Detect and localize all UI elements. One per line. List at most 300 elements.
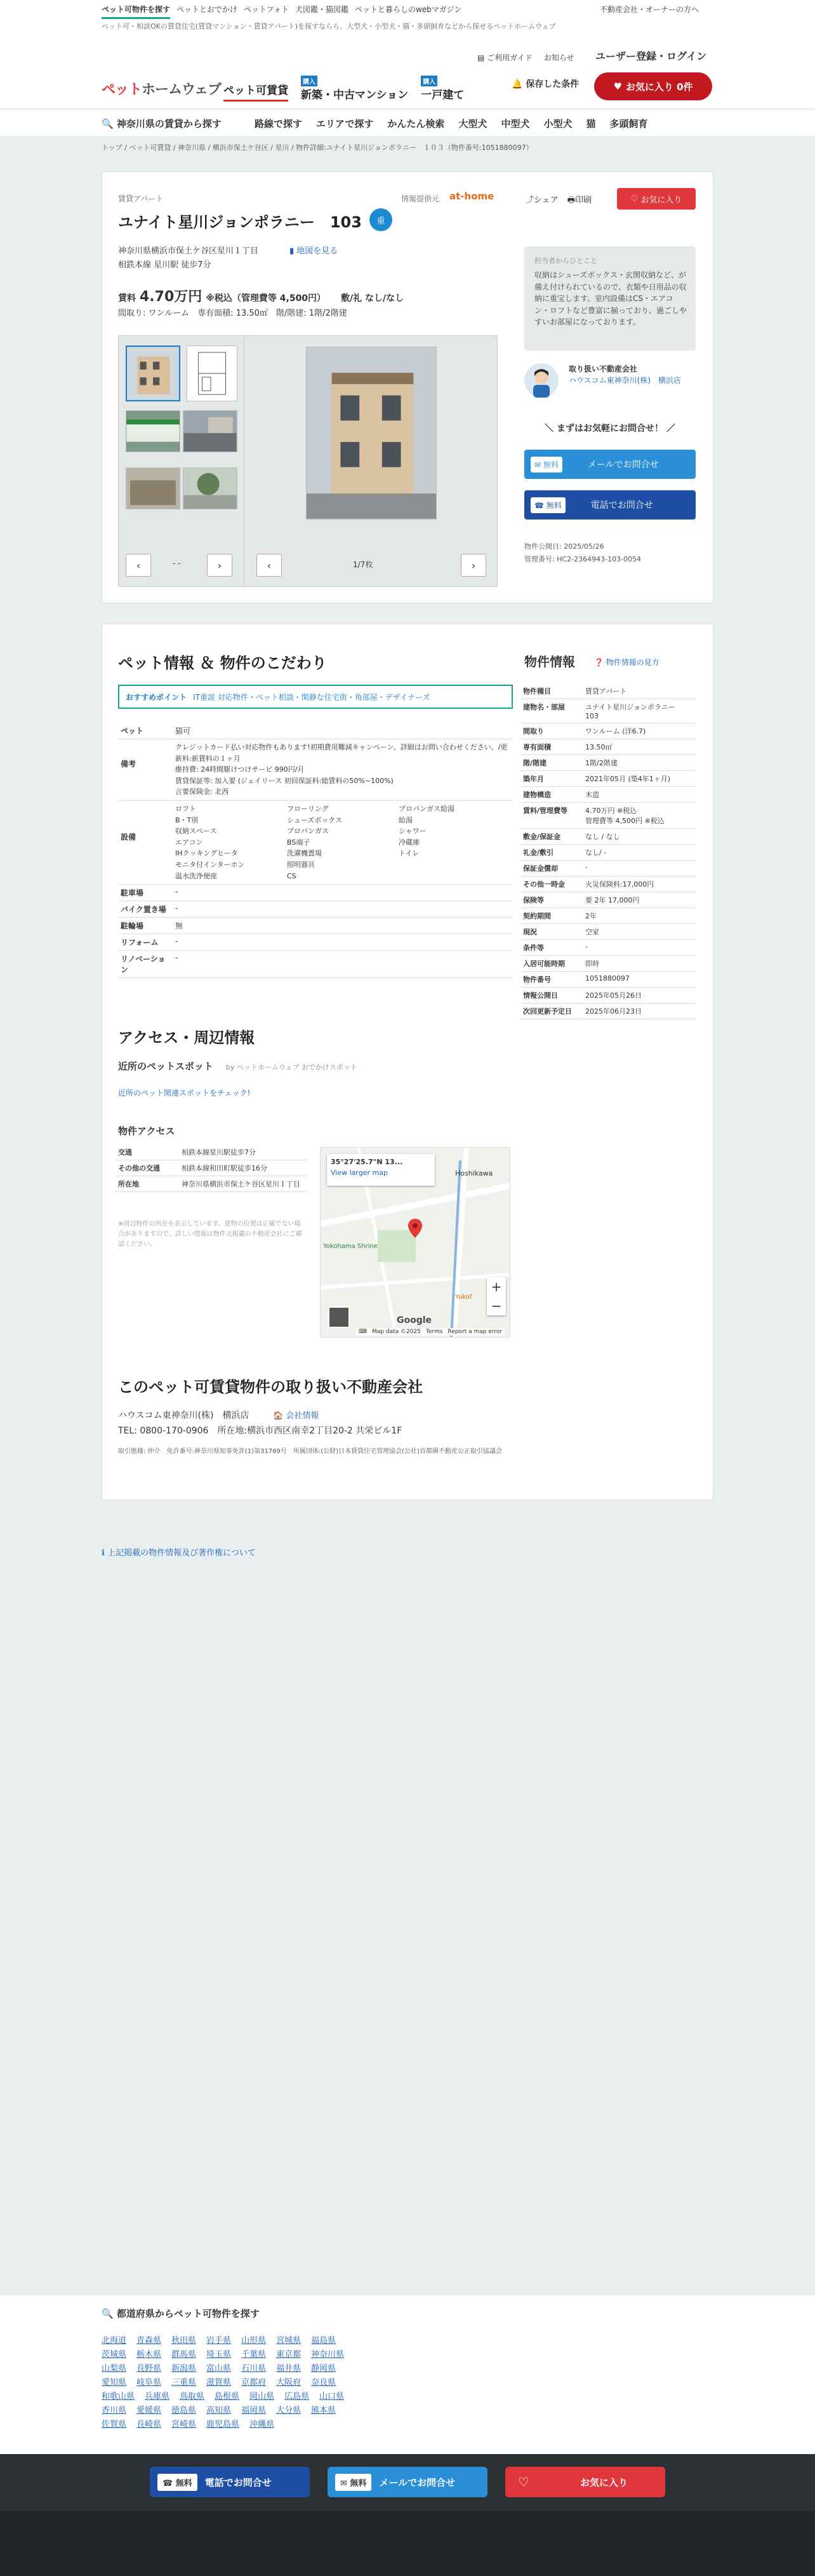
thumb-pager: - - <box>173 559 181 568</box>
table-row <box>116 1176 307 1192</box>
pref-link[interactable]: 青森県 <box>136 2336 162 2345</box>
rent-label: 賃料 <box>118 293 136 304</box>
photo-thumb[interactable] <box>126 410 180 452</box>
pref-link[interactable]: 岡山県 <box>249 2392 275 2401</box>
equip-item: モニタ付インターホン <box>175 860 245 869</box>
table-row <box>520 739 696 755</box>
company-info-link[interactable] <box>273 1409 319 1421</box>
info-value: 賃貸アパート <box>583 683 696 699</box>
info-key: 条件等 <box>520 940 583 956</box>
table-row <box>520 803 696 829</box>
building-photo-icon <box>127 347 179 400</box>
table-row <box>520 787 696 803</box>
mail-free-label: 無料 <box>543 460 559 469</box>
cta-title: ＼ まずはお気軽にお問合せ！ ／ <box>545 424 675 434</box>
person-icon <box>524 363 559 398</box>
map-link[interactable] <box>289 244 338 256</box>
search-icon: 🔍 <box>102 118 114 130</box>
map-credit: Map data ©2025 <box>372 1329 421 1335</box>
pref-row <box>102 2389 344 2401</box>
photo-counter: 1/7枚 <box>353 560 373 569</box>
logo-text-b: ホームウェブ <box>142 82 222 98</box>
nav-house-label: 一戸建て <box>421 89 465 102</box>
heart-icon: ♥ <box>613 81 622 92</box>
guide-link[interactable] <box>477 52 533 63</box>
company-title: このペット可賃貸物件の取り扱い不動産会社 <box>118 1378 423 1396</box>
table-row <box>116 1160 307 1176</box>
pref-link[interactable]: 福島県 <box>311 2336 336 2345</box>
pref-link[interactable]: 島根県 <box>215 2392 240 2401</box>
saved-search-label: 保存した条件 <box>526 79 580 90</box>
info-value: 2025年05月26日 <box>583 988 696 1003</box>
cat-prefecture[interactable] <box>102 117 222 130</box>
table-row <box>520 876 696 892</box>
pet-key: ペット <box>118 723 173 739</box>
bottom-tel-free <box>157 2474 197 2491</box>
info-key: 礼金/敷引 <box>520 845 583 861</box>
share-button[interactable] <box>526 193 559 208</box>
cat-medium-dog[interactable]: 中型犬 <box>501 118 530 130</box>
pref-link[interactable]: 山口県 <box>319 2392 345 2401</box>
top-link-magazine[interactable]: ペットと暮らしのwebマガジン <box>354 5 462 14</box>
rent-suffix: ※税込（管理費等 4,500円） <box>206 293 326 304</box>
pref-link[interactable]: 大阪府 <box>276 2378 301 2387</box>
info-value: 2021年05月 (築4年1ヶ月) <box>583 771 696 787</box>
photo-thumb[interactable] <box>126 345 180 401</box>
pref-link[interactable]: 新潟県 <box>171 2364 197 2373</box>
bottom-tel-button[interactable] <box>150 2467 310 2497</box>
top-link-photo[interactable]: ペットフォト <box>243 5 289 14</box>
access-value: 相鉄本線和田町駅徒歩16分 <box>179 1160 307 1176</box>
tel-free-label: 無料 <box>546 500 562 510</box>
access-table <box>116 1144 307 1192</box>
pref-link[interactable]: 群馬県 <box>171 2350 197 2359</box>
table-row <box>520 723 696 739</box>
pref-link[interactable]: 長野県 <box>136 2364 162 2373</box>
extra-value: - <box>173 901 513 918</box>
pref-link[interactable]: 京都府 <box>241 2378 267 2387</box>
guide-label: ご利用ガイド <box>487 53 533 62</box>
table-row <box>520 908 696 924</box>
pref-row <box>102 2361 336 2373</box>
table-row <box>520 845 696 861</box>
street-photo-icon <box>183 411 237 452</box>
bottom-mail-button[interactable] <box>328 2467 487 2497</box>
remarks-key: 備考 <box>118 739 173 801</box>
pref-link[interactable]: 北海道 <box>102 2336 127 2345</box>
share-label: シェア <box>534 196 559 205</box>
pref-row <box>102 2333 336 2345</box>
property-name: ユナイト星川ジョンポラニー 103 <box>118 213 362 231</box>
header-nav <box>223 81 477 102</box>
print-label: 印刷 <box>575 196 592 205</box>
favorites-label: お気に入り 0件 <box>625 81 693 93</box>
info-value: ユナイト星川ジョンポラニー 103 <box>583 699 696 723</box>
map-icon: ▮ <box>289 246 295 256</box>
map-report-link[interactable]: Report a map error <box>447 1329 503 1335</box>
equip-item: 冷蔵庫 <box>399 838 420 847</box>
equip-value <box>173 800 513 884</box>
zoom-in-icon[interactable]: + <box>491 1279 502 1294</box>
equip-key: 設備 <box>118 800 173 884</box>
recommend-point-label: おすすめポイント <box>126 692 187 702</box>
pref-link[interactable]: 神奈川県 <box>311 2350 345 2359</box>
info-value: 空家 <box>583 924 696 940</box>
equip-item: IHクッキングヒータ <box>175 849 238 858</box>
agent-comment-title: 担当者からひとこと <box>534 257 597 265</box>
info-value: 4.70万円 ※税込 管理費等 4,500円 ※税込 <box>583 803 696 829</box>
pref-link[interactable]: 滋賀県 <box>206 2378 232 2387</box>
pref-link[interactable]: 沖縄県 <box>249 2420 275 2429</box>
info-key: 保険等 <box>520 892 583 908</box>
cat-small-dog[interactable]: 小型犬 <box>543 118 573 130</box>
company-name: ハウスコム東神奈川(株) 横浜店 <box>118 1411 249 1421</box>
header-utility <box>477 52 574 63</box>
favorites-button[interactable] <box>594 72 712 100</box>
pref-link[interactable]: 石川県 <box>241 2364 267 2373</box>
access-title: アクセス・周辺情報 <box>118 1029 255 1047</box>
info-value: 火災保険料:17,000円 <box>583 876 696 892</box>
info-key: 賃料/管理費等 <box>520 803 583 829</box>
main-photo[interactable] <box>306 347 437 520</box>
map-coordinates: 35°27'25.7"N 13... <box>331 1158 403 1166</box>
building-main-photo <box>307 347 436 519</box>
pref-link[interactable]: 鹿児島県 <box>206 2420 240 2429</box>
map-layer-toggle[interactable] <box>328 1306 350 1328</box>
map-embed[interactable] <box>320 1147 510 1338</box>
bottom-fav-label: お気に入り <box>580 2476 628 2488</box>
table-row <box>520 972 696 988</box>
info-key: 情報公開日 <box>520 988 583 1003</box>
company-meta: 取引態様: 仲介 免許番号:神奈川県知事免許(1)第31769号 所属団体:(公財)日本賃貸住宅管理協会(公社)首都圏不動産公正取引協議会 <box>118 1448 502 1455</box>
saved-search-link[interactable] <box>512 77 579 90</box>
photo-thumb[interactable] <box>126 467 180 509</box>
pref-link[interactable]: 宮城県 <box>276 2336 301 2345</box>
pref-link[interactable]: 千葉県 <box>241 2350 267 2359</box>
map-link-label: 地図を見る <box>296 246 338 256</box>
table-row <box>520 940 696 956</box>
access-subtitle: 物件アクセス <box>118 1125 175 1137</box>
pref-link[interactable]: 佐賀県 <box>102 2420 127 2429</box>
zoom-out-icon[interactable]: − <box>491 1298 502 1313</box>
extra-key: 駐車場 <box>118 885 173 901</box>
pref-link[interactable]: 広島県 <box>284 2392 310 2401</box>
equip-item: フローリング <box>287 804 329 813</box>
access-value: 相鉄本線星川駅徒歩7分 <box>179 1144 307 1160</box>
pref-link[interactable]: 山形県 <box>241 2336 267 2345</box>
info-key: 築年月 <box>520 771 583 787</box>
info-table <box>520 683 696 1019</box>
map-place-label: Hoshikawa <box>455 1169 493 1177</box>
info-value: なし/ - <box>583 845 696 861</box>
bottom-mail-free-label: 無料 <box>350 2478 367 2488</box>
rent-value: 4.70万円 <box>140 289 202 305</box>
pref-link[interactable]: 熊本県 <box>311 2406 336 2415</box>
info-key: 敷金/保証金 <box>520 829 583 845</box>
info-help-link[interactable] <box>594 657 659 667</box>
table-row <box>118 739 513 801</box>
info-value: 2年 <box>583 908 696 924</box>
info-key: 間取り <box>520 723 583 739</box>
equip-item: シャワー <box>399 827 427 836</box>
guide-icon: ▤ <box>477 53 485 62</box>
table-row <box>520 771 696 787</box>
phone-icon: ☎ <box>162 2478 173 2488</box>
cat-multi[interactable]: 多頭飼育 <box>609 118 648 130</box>
pref-link[interactable]: 埼玉県 <box>206 2350 232 2359</box>
table-row <box>118 723 513 739</box>
pref-link[interactable]: 香川県 <box>102 2406 127 2415</box>
nav-mansion-tag: 購入 <box>301 76 317 86</box>
extra-value: - <box>173 951 513 978</box>
nav-mansion[interactable] <box>301 79 409 102</box>
info-value: 即時 <box>583 956 696 972</box>
shop-photo-icon <box>126 468 180 509</box>
pref-title <box>102 2307 260 2320</box>
pref-link[interactable]: 三重県 <box>171 2378 197 2387</box>
pref-link[interactable]: 富山県 <box>206 2364 232 2373</box>
company-tel: TEL: 0800-170-0906 所在地:横浜市西区南幸2丁目20-2 共栄ビル1F <box>118 1426 402 1436</box>
store-photo-icon <box>126 411 180 452</box>
extra-key: リフォーム <box>118 934 173 951</box>
print-button[interactable] <box>567 193 592 208</box>
share-icon: ⤴ <box>526 196 534 205</box>
google-logo: Google <box>397 1315 432 1325</box>
cat-cat[interactable]: 猫 <box>586 118 596 130</box>
print-icon: 🖶 <box>567 196 576 205</box>
pet-table <box>118 723 513 978</box>
access-key: その他の交通 <box>116 1160 179 1176</box>
photo-thumb[interactable] <box>183 467 237 509</box>
help-icon: ❓ <box>594 658 604 667</box>
table-row <box>118 800 513 884</box>
equip-item: シューズボックス <box>287 815 343 824</box>
category-nav <box>0 109 815 137</box>
pref-link[interactable]: 岐阜県 <box>136 2378 162 2387</box>
agent-label: 取り扱い不動産会社 <box>569 365 638 373</box>
pref-row <box>102 2347 344 2359</box>
report-link[interactable] <box>102 1546 256 1558</box>
nav-rental-label: ペット可賃貸 <box>223 84 288 97</box>
info-value: 1階/2階建 <box>583 755 696 771</box>
pref-link[interactable]: 鳥取県 <box>180 2392 205 2401</box>
rent-row <box>118 286 404 305</box>
pref-link[interactable]: 東京都 <box>276 2350 301 2359</box>
info-icon: ℹ <box>102 1548 105 1558</box>
access-note: ※周辺物件の所在を表示しています。建物の位置は正確でない場合がありますので、詳しい情報は物件元掲載の不動産会社にご確認ください。 <box>118 1221 302 1248</box>
table-row <box>118 934 513 951</box>
nav-rental[interactable] <box>223 81 288 102</box>
info-key: 専有面積 <box>520 739 583 755</box>
nav-house[interactable] <box>421 79 465 102</box>
equip-item: CS <box>287 871 296 880</box>
bottom-tel-free-label: 無料 <box>175 2478 192 2488</box>
table-row <box>520 699 696 723</box>
access-key: 所在地 <box>116 1176 179 1192</box>
site-logo[interactable] <box>102 79 221 98</box>
pref-link[interactable]: 岩手県 <box>206 2336 232 2345</box>
bottom-mail-free <box>335 2474 371 2491</box>
phone-icon: ☎ <box>534 500 544 510</box>
pref-link[interactable]: 大分県 <box>276 2406 301 2415</box>
pref-row <box>102 2417 274 2429</box>
bottom-fav-button[interactable] <box>505 2467 665 2497</box>
property-kind: 賃貸アパート <box>118 194 164 203</box>
top-link-pet-search[interactable]: ペット可物件を探す <box>102 4 170 19</box>
page-footer <box>0 2511 815 2576</box>
info-key: 建物名・部屋 <box>520 699 583 723</box>
table-row <box>520 1003 696 1019</box>
map-footer <box>356 1328 505 1336</box>
table-row <box>520 861 696 876</box>
photo-next-button[interactable]: › <box>461 554 486 577</box>
pref-link[interactable]: 栃木県 <box>136 2350 162 2359</box>
bottom-mail-label: メールでお問合せ <box>379 2476 456 2488</box>
info-key: 階/階建 <box>520 755 583 771</box>
agent-comment-text: 収納はシューズボックス・玄関収納など、が備え付けられているので、衣類や日用品の収納に重宝します。室内設備はCS・エアコン・ロフトなど豊富に揃っており、過ごしやすいお部屋になっております。 <box>534 271 687 327</box>
pref-link[interactable]: 静岡県 <box>311 2364 336 2373</box>
equip-item: ロフト <box>175 804 196 813</box>
logo-text-a: ペット <box>102 82 142 98</box>
pref-link[interactable]: 高知県 <box>206 2406 232 2415</box>
map-terms-link[interactable]: Terms <box>425 1329 443 1335</box>
map-info-box <box>327 1154 435 1186</box>
spot-link[interactable]: 近所のペット関連スポットをチェック! <box>118 1089 251 1097</box>
table-row <box>520 683 696 699</box>
news-link[interactable]: お知らせ <box>543 53 574 62</box>
company-info-label: 会社情報 <box>286 1411 319 1421</box>
thumb-next-button[interactable]: › <box>207 554 232 577</box>
info-value: - <box>583 940 696 956</box>
pref-link[interactable]: 長崎県 <box>136 2420 162 2429</box>
spot-by: by ペットホームウェブ おでかけスポット <box>226 1063 357 1071</box>
owner-link[interactable]: 不動産会社・オーナーの方へ <box>600 5 699 14</box>
table-row <box>118 951 513 978</box>
table-row <box>520 892 696 908</box>
pref-link[interactable]: 兵庫県 <box>145 2392 170 2401</box>
info-value: 要 2年 17,000円 <box>583 892 696 908</box>
access-value: 神奈川県横浜市保土ケ谷区星川１丁目 <box>179 1176 307 1192</box>
pref-link[interactable]: 秋田県 <box>171 2336 197 2345</box>
share-print <box>526 193 592 208</box>
map-place-label: Yokohama Shrine <box>323 1243 378 1250</box>
spot-title: 近所のペットスポット <box>118 1061 213 1072</box>
nav-house-tag: 購入 <box>421 76 437 86</box>
pref-link[interactable]: 愛知県 <box>102 2378 127 2387</box>
tel-free-badge <box>531 497 566 513</box>
manage-number: 管理番号: HC2-2364943-103-0054 <box>524 555 642 563</box>
table-row <box>118 901 513 918</box>
info-key: 物件番号 <box>520 972 583 988</box>
equip-item: 温水洗浄便座 <box>175 871 217 880</box>
pref-link[interactable]: 山梨県 <box>102 2364 127 2373</box>
deposit: 敷/礼 なし/なし <box>341 293 404 304</box>
info-key: 物件種目 <box>520 683 583 699</box>
pref-link[interactable]: 和歌山県 <box>102 2392 135 2401</box>
pet-section-title: ペット情報 ＆ 物件のこだわり <box>118 654 327 672</box>
pref-link[interactable]: 奈良県 <box>311 2378 336 2387</box>
photo-prev-button[interactable]: ‹ <box>256 554 282 577</box>
cat-easy[interactable]: かんたん検索 <box>387 118 445 130</box>
recommend-point-box <box>118 685 513 709</box>
map-place-label: Yukof <box>455 1294 472 1301</box>
pref-row <box>102 2403 336 2415</box>
mail-free-badge <box>531 457 562 473</box>
pref-link[interactable]: 福岡県 <box>241 2406 267 2415</box>
cat-prefecture-label: 神奈川県の賃貸から探す <box>116 118 222 130</box>
top-link-zukan[interactable]: 犬図鑑・猫図鑑 <box>295 5 348 14</box>
info-value: ワンルーム (洋6.7) <box>583 723 696 739</box>
bottom-tel-label: 電話でお問合せ <box>204 2476 272 2488</box>
photo-thumb[interactable] <box>187 345 237 401</box>
equip-item: 収納スペース <box>175 827 217 836</box>
equip-item: エアコン <box>175 838 203 847</box>
info-value: - <box>583 861 696 876</box>
top-link-odekake[interactable]: ペットとおでかけ <box>176 5 237 14</box>
tel-inquiry-label: 電話でお問合せ <box>590 500 653 511</box>
mail-inquiry-button[interactable] <box>524 450 696 479</box>
keyboard-icon: ⌨ <box>359 1329 367 1335</box>
property-fav-button[interactable] <box>617 188 696 210</box>
agent-company-link[interactable]: ハウスコム東神奈川(株) 横浜店 <box>569 376 682 385</box>
cat-area[interactable]: エリアで探す <box>315 118 374 130</box>
extra-value: 無 <box>173 918 513 934</box>
info-value: 木造 <box>583 787 696 803</box>
info-value: 1051880097 <box>583 972 696 988</box>
heart-icon: ♡ <box>630 194 639 204</box>
cat-line[interactable]: 路線で探す <box>254 118 302 130</box>
equip-item: B・T別 <box>175 815 199 824</box>
info-key: 入居可能時期 <box>520 956 583 972</box>
photo-thumb[interactable] <box>183 410 237 452</box>
pref-title-label: 都道府県からペット可物件を探す <box>116 2308 260 2319</box>
pref-row <box>102 2375 336 2387</box>
agent-avatar <box>524 363 559 398</box>
search-icon: 🔍 <box>102 2308 114 2319</box>
equip-grid <box>175 803 510 882</box>
nav-mansion-label: 新築・中古マンション <box>301 89 409 102</box>
cat-large-dog[interactable]: 大型犬 <box>458 118 487 130</box>
top-bar <box>0 0 815 36</box>
mail-icon: ✉ <box>340 2478 347 2488</box>
pref-link[interactable]: 福井県 <box>276 2364 301 2373</box>
pref-link[interactable]: 徳島県 <box>171 2406 197 2415</box>
table-row <box>118 885 513 901</box>
map-larger-link[interactable]: View larger map <box>331 1169 388 1177</box>
pref-link[interactable]: 宮崎県 <box>171 2420 197 2429</box>
info-key: その他一時金 <box>520 876 583 892</box>
equip-item: トイレ <box>399 849 420 858</box>
map-zoom-controls[interactable] <box>487 1277 506 1315</box>
info-source-label: 情報提供元 <box>401 194 440 203</box>
breadcrumb[interactable]: トップ / ペット可賃貸 / 神奈川県 / 横浜市保土ケ谷区 / 星川 / 物件詳細:ユナイト星川ジョンポラニー １０３（物件番号:1051880097） <box>102 144 533 152</box>
access-key: 交通 <box>116 1144 179 1160</box>
pref-link[interactable]: 茨城県 <box>102 2350 127 2359</box>
table-row <box>520 988 696 1003</box>
tel-inquiry-button[interactable] <box>524 490 696 520</box>
mail-icon: ✉ <box>534 460 541 469</box>
pref-link[interactable]: 愛媛県 <box>136 2406 162 2415</box>
property-address: 神奈川県横浜市保土ケ谷区星川１丁目 <box>118 246 259 256</box>
thumb-prev-button[interactable]: ‹ <box>126 554 151 577</box>
table-row <box>520 956 696 972</box>
info-help-label: 物件情報の見方 <box>606 658 659 667</box>
equip-item: 洗濯機置場 <box>287 849 322 858</box>
table-row <box>520 829 696 845</box>
table-row <box>116 1144 307 1160</box>
login-link[interactable]: ユーザー登録・ログイン <box>595 50 707 62</box>
bell-icon: 🔔 <box>512 79 523 90</box>
